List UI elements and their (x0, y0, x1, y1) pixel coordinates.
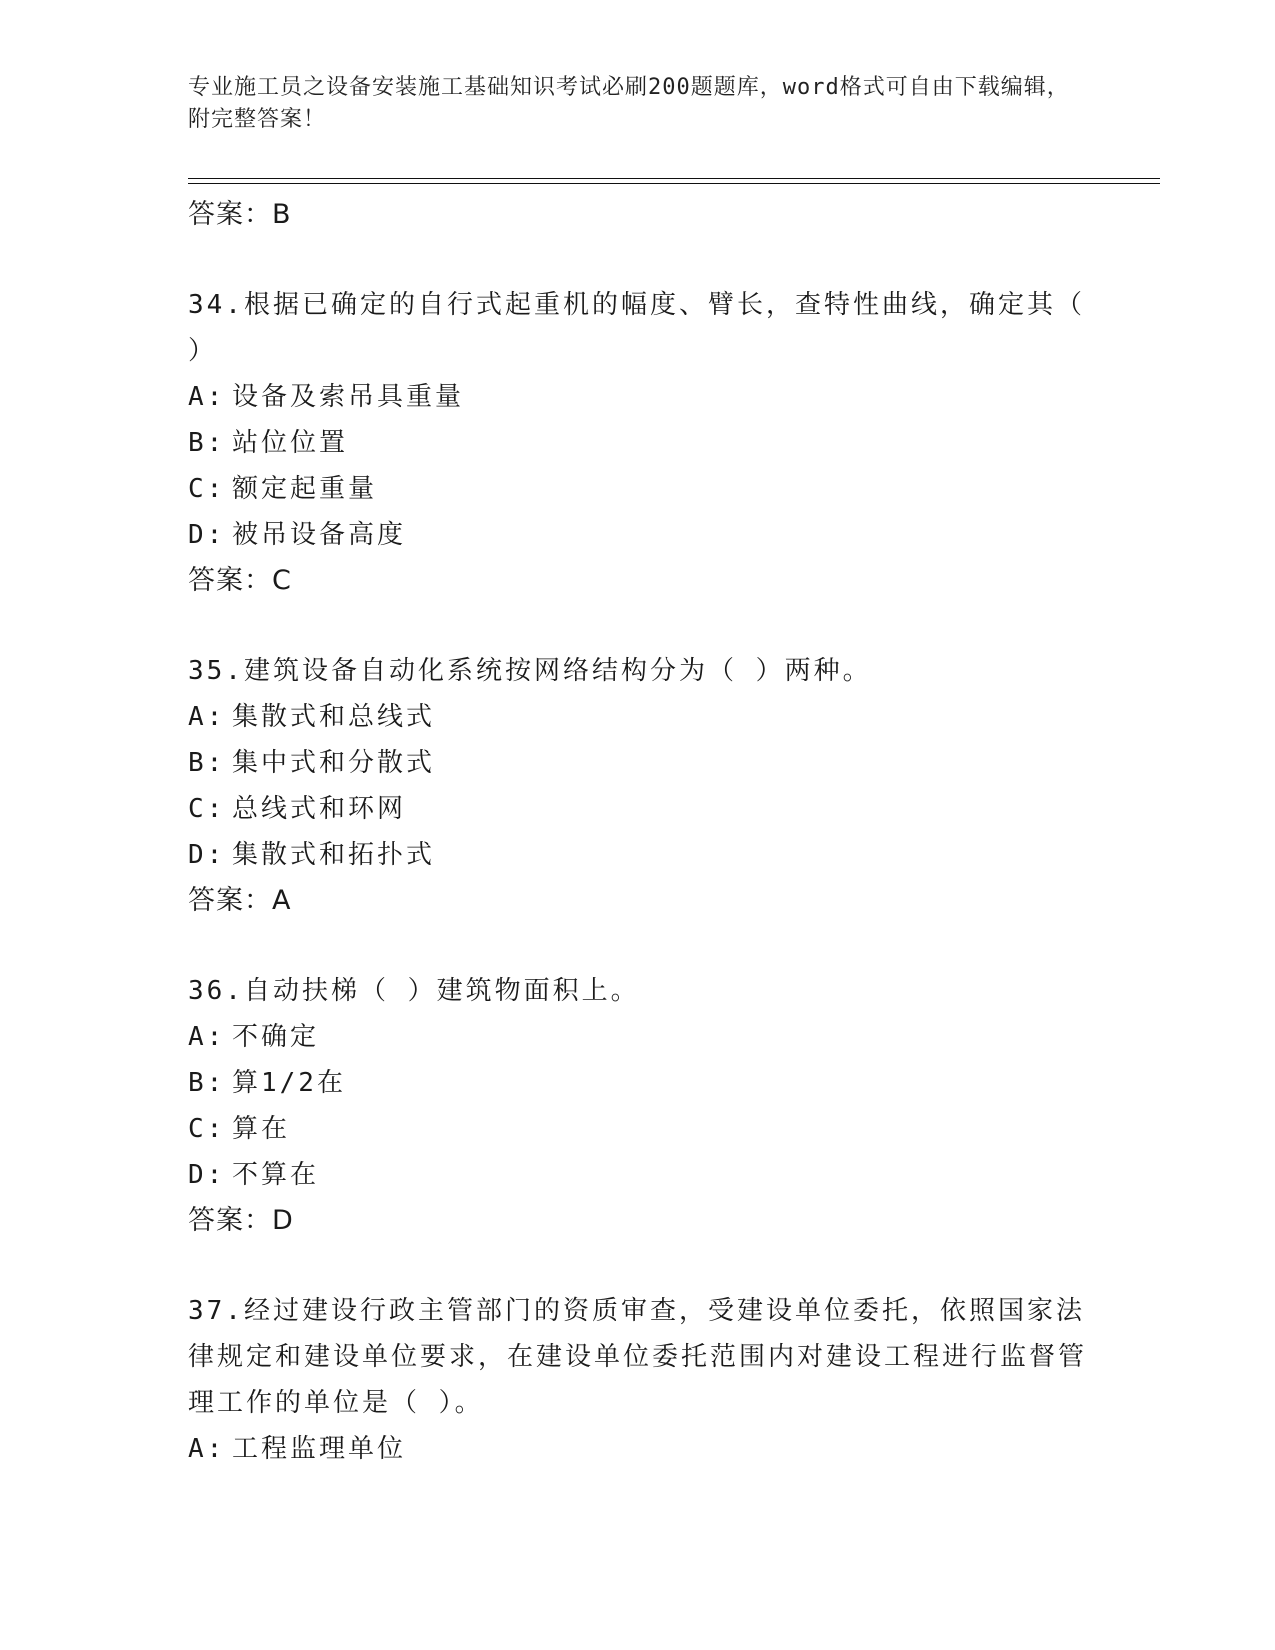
option-letter: C: (188, 794, 226, 824)
question-block (188, 648, 1088, 924)
option-b (188, 420, 1088, 466)
option-text: 不确定 (232, 1022, 320, 1052)
question-stem: 35.建筑设备自动化系统按网络结构分为（ ）两种。 (188, 656, 872, 686)
option-c (188, 786, 1088, 832)
option-text: 算在 (232, 1114, 291, 1144)
option-text: 设备及索吊具重量 (232, 382, 465, 412)
option-letter: B: (188, 428, 226, 458)
option-letter: B: (188, 748, 226, 778)
option-d (188, 512, 1088, 558)
option-letter: A: (188, 1022, 226, 1052)
option-a (188, 1426, 1088, 1472)
option-d (188, 1152, 1088, 1198)
option-letter: D: (188, 1160, 226, 1190)
option-a (188, 694, 1088, 740)
option-b (188, 1060, 1088, 1106)
question-stem: 36.自动扶梯（ ）建筑物面积上。 (188, 976, 640, 1006)
option-b (188, 740, 1088, 786)
option-letter: C: (188, 1114, 226, 1144)
answer-line: 答案：D (188, 1205, 294, 1236)
option-letter: D: (188, 520, 226, 550)
option-letter: B: (188, 1068, 226, 1098)
option-d (188, 832, 1088, 878)
option-letter: A: (188, 382, 226, 412)
option-c (188, 1106, 1088, 1152)
option-letter: C: (188, 474, 226, 504)
option-text: 集散式和拓扑式 (232, 840, 436, 870)
option-text: 算1/2在 (232, 1068, 346, 1098)
question-block (188, 282, 1088, 604)
answer-line: 答案：A (188, 885, 292, 916)
option-letter: D: (188, 840, 226, 870)
option-c (188, 466, 1088, 512)
option-text: 不算在 (232, 1160, 320, 1190)
header-rule-bottom (188, 183, 1160, 184)
option-a (188, 1014, 1088, 1060)
option-text: 额定起重量 (232, 474, 378, 504)
option-text: 被吊设备高度 (232, 520, 407, 550)
option-text: 集中式和分散式 (232, 748, 436, 778)
question-stem: 34.根据已确定的自行式起重机的幅度、臂长，查特性曲线，确定其（ ） (188, 290, 1085, 366)
question-list (188, 192, 1088, 1472)
page-header: 专业施工员之设备安装施工基础知识考试必刷200题题库，word格式可自由下载编辑，附完整答案！ (188, 75, 1070, 132)
header-rule-top (188, 178, 1160, 179)
previous-answer: 答案：B (188, 199, 292, 230)
option-text: 集散式和总线式 (232, 702, 436, 732)
question-block (188, 1288, 1088, 1472)
question-block (188, 968, 1088, 1244)
option-letter: A: (188, 1434, 226, 1464)
option-a (188, 374, 1088, 420)
option-letter: A: (188, 702, 226, 732)
answer-line: 答案：C (188, 565, 292, 596)
question-stem: 37.经过建设行政主管部门的资质审查，受建设单位委托，依照国家法律规定和建设单位要求，在建设单位委托范围内对建设工程进行监督管理工作的单位是（ ）。 (188, 1296, 1088, 1418)
option-text: 总线式和环网 (232, 794, 407, 824)
option-text: 工程监理单位 (232, 1434, 407, 1464)
option-text: 站位位置 (232, 428, 349, 458)
